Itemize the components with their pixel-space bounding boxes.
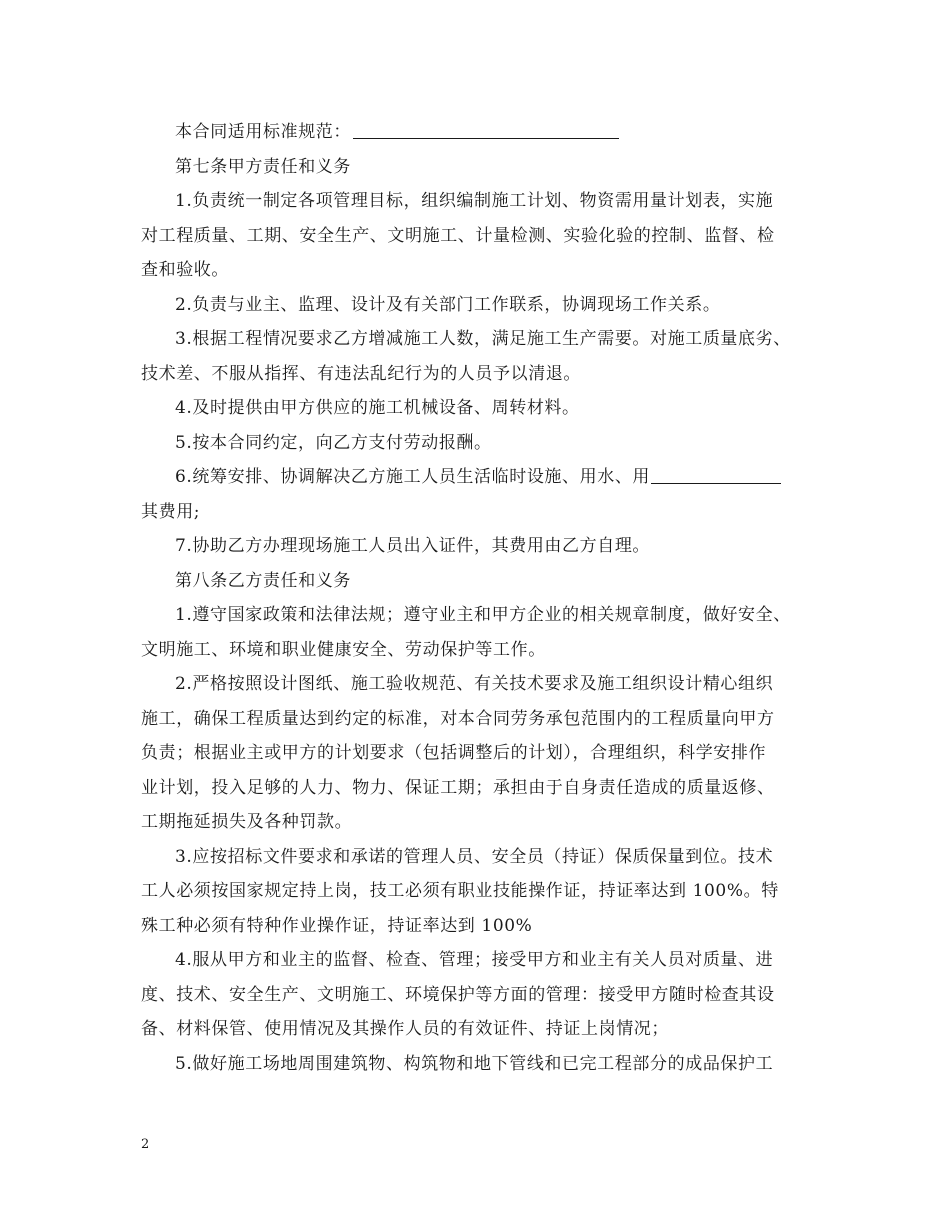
fill-in-blank bbox=[651, 461, 781, 484]
text-line bbox=[141, 1012, 816, 1047]
page-number: 2 bbox=[141, 1137, 150, 1152]
text-line bbox=[141, 219, 816, 254]
text-line bbox=[141, 564, 816, 599]
line-text: 对工程质量、工期、安全生产、文明施工、计量检测、实验化验的控制、监督、检 bbox=[141, 225, 775, 246]
line-text: 查和验收。 bbox=[141, 260, 229, 280]
text-line bbox=[141, 978, 816, 1013]
contract-body bbox=[141, 115, 816, 1081]
text-line bbox=[141, 771, 816, 806]
text-line bbox=[141, 322, 816, 357]
line-text: 业计划，投入足够的人力、物力、保证工期；承担由于自身责任造成的质量返修、 bbox=[141, 777, 775, 798]
line-text: 工期拖延损失及各种罚款。 bbox=[141, 812, 353, 832]
line-text: 施工，确保工程质量达到约定的标准，对本合同劳务承包范围内的工程质量向甲方 bbox=[141, 708, 775, 729]
text-line bbox=[141, 357, 816, 392]
line-text: 本合同适用标准规范： bbox=[175, 122, 351, 142]
line-text: 4.及时提供由甲方供应的施工机械设备、周转材料。 bbox=[175, 398, 580, 418]
text-line bbox=[141, 909, 816, 944]
line-text: 第七条甲方责任和义务 bbox=[175, 156, 351, 177]
text-line bbox=[141, 840, 816, 875]
text-line bbox=[141, 391, 816, 426]
text-line bbox=[141, 736, 816, 771]
line-text: 负责；根据业主或甲方的计划要求（包括调整后的计划），合理组织，科学安排作 bbox=[141, 743, 767, 763]
line-text: 7.协助乙方办理现场施工人员出入证件，其费用由乙方自理。 bbox=[175, 536, 651, 556]
text-line bbox=[141, 115, 816, 150]
line-text: 备、材料保管、使用情况及其操作人员的有效证件、持证上岗情况； bbox=[141, 1019, 669, 1039]
line-text: 技术差、不服从指挥、有违法乱纪行为的人员予以清退。 bbox=[141, 363, 581, 384]
text-line bbox=[141, 529, 816, 564]
fill-in-blank bbox=[353, 116, 619, 139]
line-text: 5.做好施工场地周围建筑物、构筑物和地下管线和已完工程部分的成品保护工 bbox=[175, 1053, 774, 1074]
line-text: 5.按本合同约定，向乙方支付劳动报酬。 bbox=[175, 432, 492, 453]
line-text: 2.负责与业主、监理、设计及有关部门工作联系，协调现场工作关系。 bbox=[175, 294, 721, 315]
text-line bbox=[141, 943, 816, 978]
text-line bbox=[141, 805, 816, 840]
line-text: 其费用; bbox=[141, 501, 201, 522]
line-text: 3.根据工程情况要求乙方增减施工人数，满足施工生产需要。对施工质量底劣、 bbox=[175, 329, 791, 349]
text-line bbox=[141, 667, 816, 702]
line-text: 2.严格按照设计图纸、施工验收规范、有关技术要求及施工组织设计精心组织 bbox=[175, 674, 774, 694]
text-line bbox=[141, 702, 816, 737]
text-line bbox=[141, 184, 816, 219]
line-text: 工人必须按国家规定持上岗，技工必须有职业技能操作证，持证率达到 100%。特 bbox=[141, 881, 779, 901]
text-line bbox=[141, 598, 816, 633]
text-line bbox=[141, 1047, 816, 1082]
line-text: 第八条乙方责任和义务 bbox=[175, 570, 351, 591]
text-line bbox=[141, 150, 816, 185]
line-text: 4.服从甲方和业主的监督、检查、管理；接受甲方和业主有关人员对质量、进 bbox=[175, 950, 774, 970]
line-text: 殊工种必须有特种作业操作证，持证率达到 100% bbox=[141, 915, 533, 936]
text-line bbox=[141, 460, 816, 495]
text-line bbox=[141, 426, 816, 461]
text-line bbox=[141, 633, 816, 668]
text-line bbox=[141, 253, 816, 288]
line-text: 1.负责统一制定各项管理目标，组织编制施工计划、物资需用量计划表，实施 bbox=[175, 191, 774, 211]
line-text: 3.应按招标文件要求和承诺的管理人员、安全员（持证）保质保量到位。技术 bbox=[175, 846, 774, 867]
text-line bbox=[141, 874, 816, 909]
line-text: 6.统筹安排、协调解决乙方施工人员生活临时设施、用水、用 bbox=[175, 467, 651, 487]
line-text: 度、技术、安全生产、文明施工、环境保护等方面的管理：接受甲方随时检查其设 bbox=[141, 984, 775, 1005]
text-line bbox=[141, 495, 816, 530]
line-text: 文明施工、环境和职业健康安全、劳动保护等工作。 bbox=[141, 639, 546, 660]
line-text: 1.遵守国家政策和法律法规；遵守业主和甲方企业的相关规章制度，做好安全、 bbox=[175, 605, 791, 625]
text-line bbox=[141, 288, 816, 323]
